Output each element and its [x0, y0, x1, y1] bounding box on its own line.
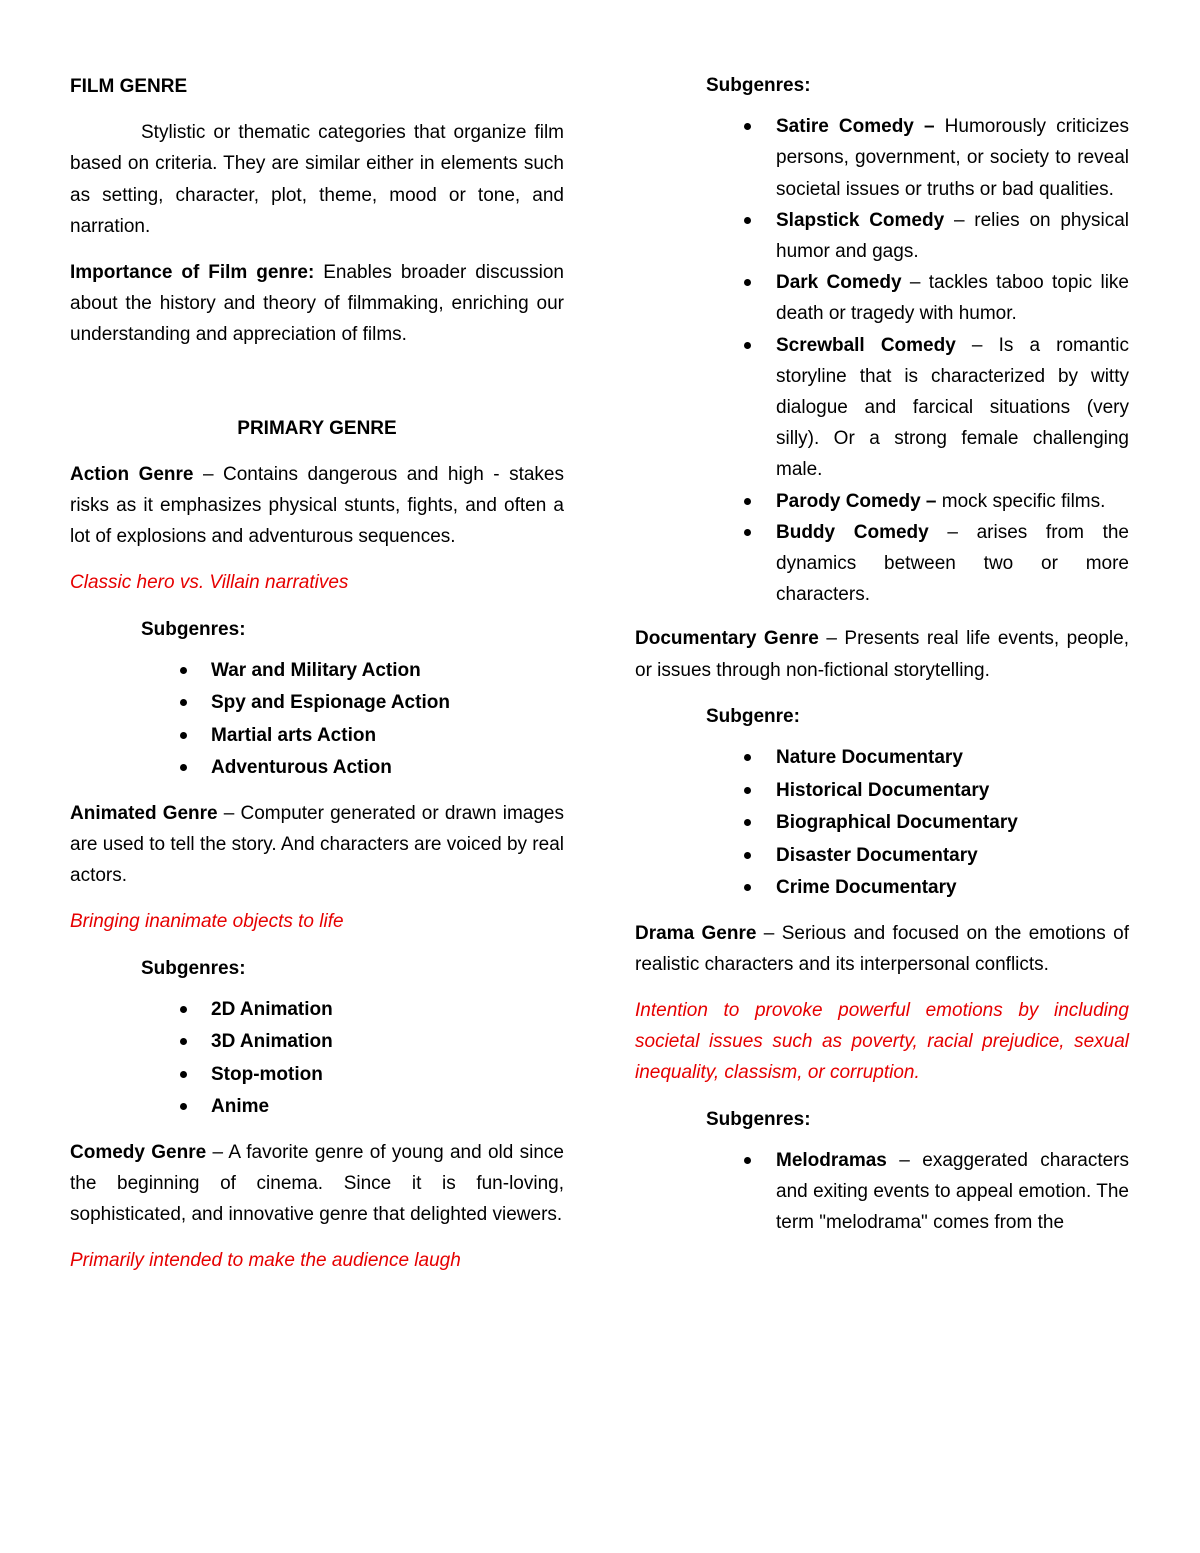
- drama-subgenre-list: [635, 1145, 1129, 1239]
- drama-note: Intention to provoke powerful emotions by including societal issues such as poverty, racial prejudice, sexual inequality, classism, or corruption.: [635, 999, 1129, 1084]
- bullet-icon: [744, 498, 751, 505]
- bullet-icon: [744, 217, 751, 224]
- list-item: Parody Comedy – mock specific films.: [635, 486, 1129, 517]
- list-item: Disaster Documentary: [635, 840, 1129, 873]
- drama-label: Drama Genre: [635, 922, 757, 944]
- drama-paragraph: [635, 918, 1129, 980]
- list-item: Satire Comedy – Humorously criticizes persons, government, or society to reveal societal issues or truths or bad qualities.: [635, 111, 1129, 205]
- list-item: Spy and Espionage Action: [70, 687, 564, 720]
- action-label: Action Genre: [70, 463, 194, 485]
- list-item: Slapstick Comedy – relies on physical humor and gags.: [635, 205, 1129, 267]
- list-item: Melodramas – exaggerated characters and exiting events to appeal emotion. The term "melodrama" comes from the: [635, 1145, 1129, 1239]
- documentary-subgenre-list: [635, 742, 1129, 905]
- importance-label: Importance of Film genre:: [70, 262, 315, 284]
- list-item: Historical Documentary: [635, 775, 1129, 808]
- list-item: Adventurous Action: [70, 752, 564, 785]
- documentary-paragraph: [635, 623, 1129, 685]
- list-item: Screwball Comedy – Is a romantic storyline that is characterized by witty dialogue and farcical situations (very silly). Or a strong female challenging male.: [635, 330, 1129, 486]
- bullet-icon: [180, 1103, 187, 1110]
- comedy-label: Comedy Genre: [70, 1141, 207, 1163]
- bullet-icon: [180, 1038, 187, 1045]
- animated-text: – Computer generated or drawn images are used to tell the story. And characters are voiced by real actors.: [70, 802, 564, 887]
- bullet-icon: [744, 884, 751, 891]
- list-item: Biographical Documentary: [635, 807, 1129, 840]
- drama-text: – Serious and focused on the emotions of realistic characters and its interpersonal conflicts.: [635, 922, 1129, 975]
- bullet-icon: [744, 852, 751, 859]
- bullet-icon: [744, 279, 751, 286]
- list-item: Dark Comedy – tackles taboo topic like death or tragedy with humor.: [635, 267, 1129, 329]
- action-subgenre-list: [70, 655, 564, 785]
- doc-title: FILM GENRE: [70, 76, 188, 97]
- list-item: Anime: [70, 1091, 564, 1124]
- documentary-text: – Presents real life events, people, or issues through non-fictional storytelling.: [635, 628, 1129, 681]
- list-item: 2D Animation: [70, 994, 564, 1027]
- bullet-icon: [744, 819, 751, 826]
- bullet-icon: [180, 699, 187, 706]
- bullet-icon: [744, 754, 751, 761]
- action-paragraph: [70, 459, 564, 553]
- action-text: – Contains dangerous and high - stakes risks as it emphasizes physical stunts, fights, and often a lot of explosions and adventurous sequences.: [70, 463, 564, 548]
- animated-paragraph: [70, 798, 564, 892]
- animated-subgenre-list: [70, 994, 564, 1124]
- list-item: 3D Animation: [70, 1026, 564, 1059]
- action-subgenres-heading: Subgenres:: [141, 618, 246, 640]
- right-column: [635, 70, 1129, 1251]
- list-item: Stop-motion: [70, 1059, 564, 1092]
- list-item: War and Military Action: [70, 655, 564, 688]
- bullet-icon: [180, 732, 187, 739]
- animated-label: Animated Genre: [70, 802, 218, 824]
- list-item: Crime Documentary: [635, 872, 1129, 905]
- documentary-label: Documentary Genre: [635, 628, 819, 650]
- comedy-text: – A favorite genre of young and old since the beginning of cinema. Since it is fun-loving, sophisticated, and innovative genre that delighted viewers.: [70, 1141, 565, 1226]
- drama-subgenres-heading: Subgenres:: [706, 1108, 811, 1130]
- animated-note: Bringing inanimate objects to life: [70, 911, 344, 933]
- list-item: Martial arts Action: [70, 720, 564, 753]
- importance-paragraph: [70, 257, 564, 351]
- primary-genre-heading: PRIMARY GENRE: [237, 417, 397, 439]
- bullet-icon: [744, 342, 751, 349]
- bullet-icon: [744, 787, 751, 794]
- bullet-icon: [744, 123, 751, 130]
- documentary-subgenre-heading: Subgenre:: [706, 705, 800, 727]
- comedy-note: Primarily intended to make the audience laugh: [70, 1250, 461, 1272]
- left-column: [70, 70, 564, 1292]
- bullet-icon: [180, 764, 187, 771]
- comedy-paragraph: [70, 1137, 564, 1231]
- intro-paragraph: Stylistic or thematic categories that organize film based on criteria. They are similar either in elements such as setting, character, plot, theme, mood or tone, and narration.: [70, 122, 564, 237]
- bullet-icon: [744, 1157, 751, 1164]
- action-note: Classic hero vs. Villain narratives: [70, 572, 349, 594]
- animated-subgenres-heading: Subgenres:: [141, 957, 246, 979]
- bullet-icon: [180, 667, 187, 674]
- comedy-subgenres-heading: Subgenres:: [706, 75, 811, 96]
- bullet-icon: [744, 529, 751, 536]
- list-item: Buddy Comedy – arises from the dynamics between two or more characters.: [635, 517, 1129, 611]
- bullet-icon: [180, 1006, 187, 1013]
- importance-text: Enables broader discussion about the history and theory of filmmaking, enriching our understanding and appreciation of films.: [70, 262, 565, 346]
- list-item: Nature Documentary: [635, 742, 1129, 775]
- comedy-subgenre-list: [635, 111, 1129, 610]
- bullet-icon: [180, 1071, 187, 1078]
